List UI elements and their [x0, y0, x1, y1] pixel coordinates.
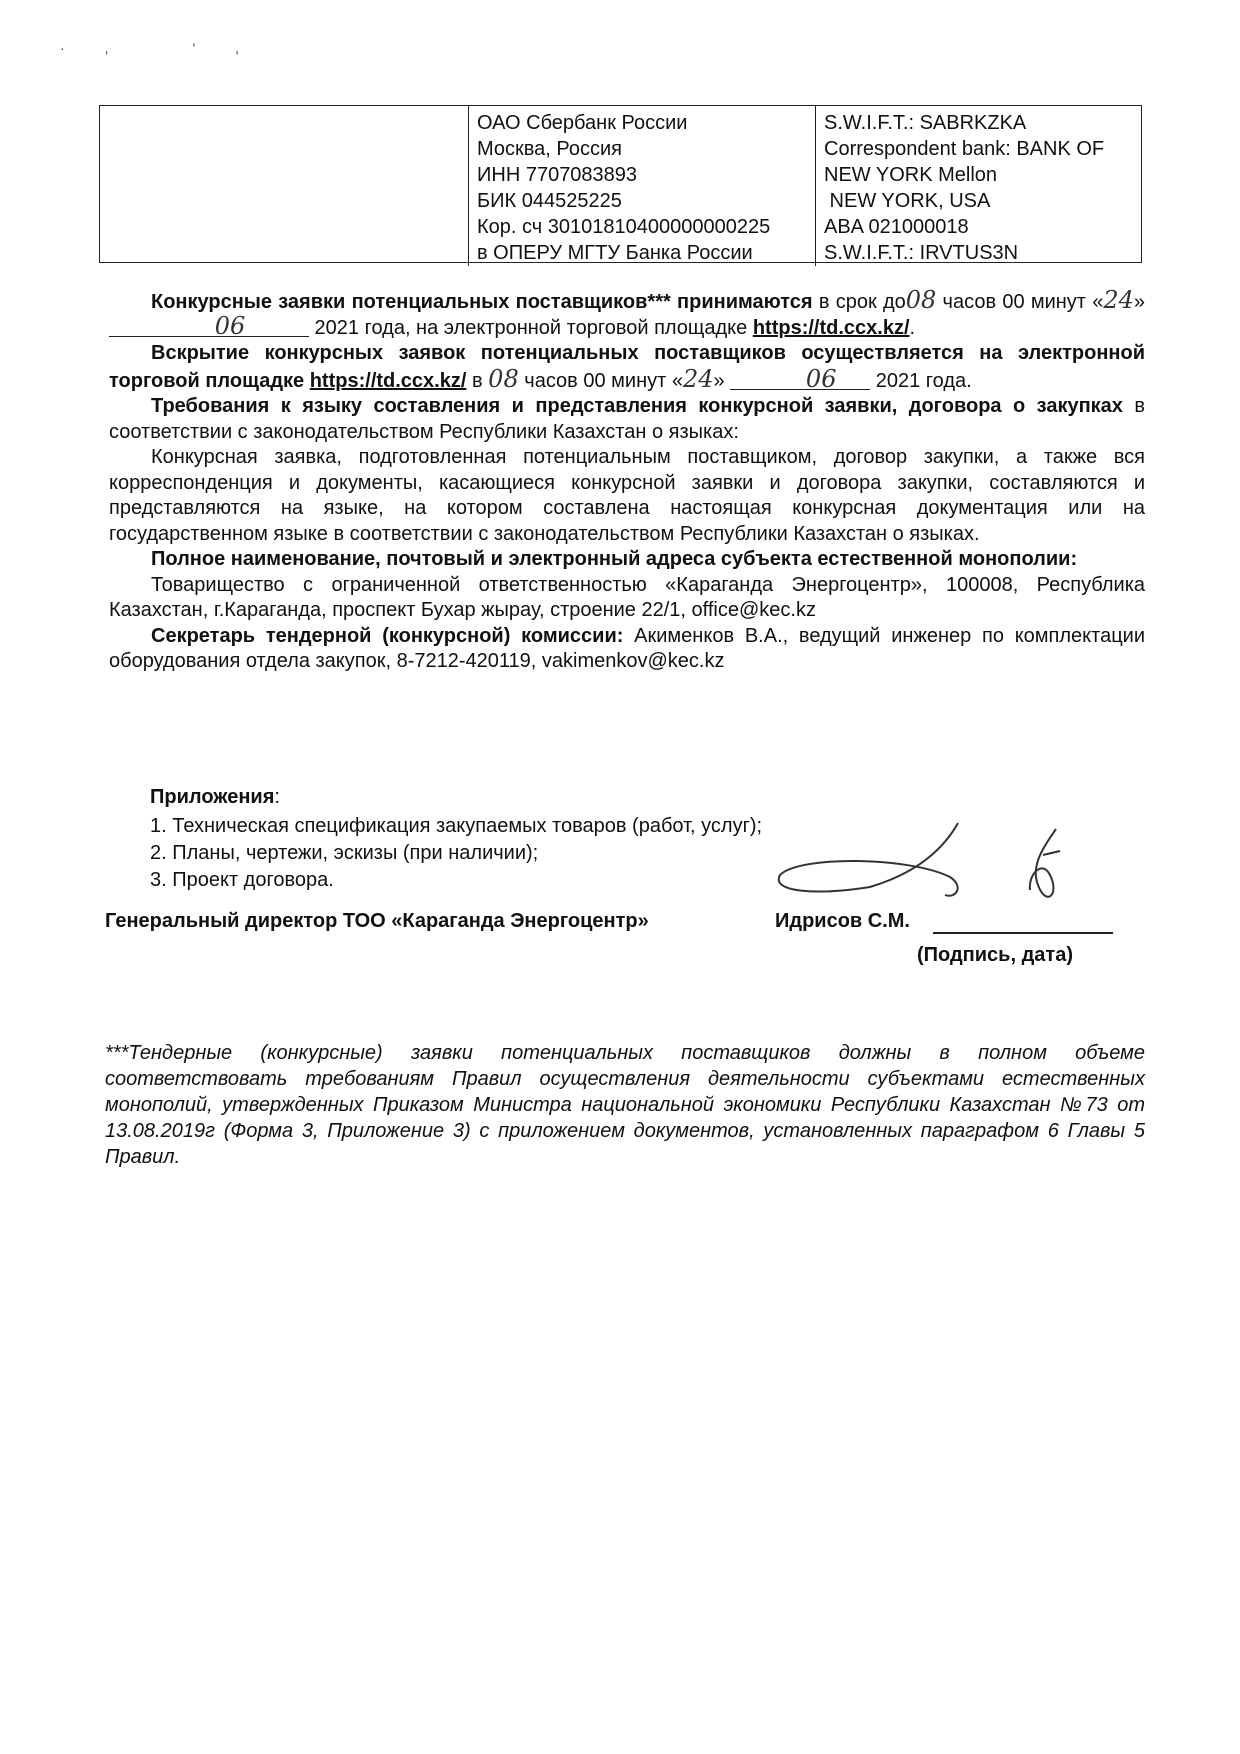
attachments-colon: :	[274, 786, 280, 808]
text: в	[466, 369, 489, 392]
document-body	[109, 288, 1145, 675]
bank-line: Correspondent bank: BANK OF	[824, 138, 1105, 160]
para-opening	[109, 341, 1145, 394]
bank-line: NEW YORK, USA	[824, 190, 991, 212]
signer-name: Идрисов С.М.	[775, 910, 910, 932]
handwritten-signature-icon	[760, 815, 1080, 915]
handwritten-hour: 08	[488, 364, 519, 393]
handwritten-month: 06	[730, 369, 870, 390]
bold-text: Вскрытие конкурсных заявок потенциальных поставщиков осуществляется на электронной торговой площадке	[109, 342, 1145, 392]
bank-col-swift	[815, 106, 1141, 266]
bold-text: Полное наименование, почтовый и электронный адреса субъекта естественной монополии:	[151, 548, 1078, 570]
link-td-ccx[interactable]: https://td.ccx.kz/	[309, 369, 467, 392]
director-title: Генеральный директор ТОО «Караганда Энергоцентр»	[105, 910, 649, 932]
link-td-ccx[interactable]: https://td.ccx.kz/	[752, 316, 910, 339]
attachments-title-text: Приложения	[150, 786, 275, 808]
bank-line: S.W.I.F.T.: SABRKZKA	[824, 112, 1027, 134]
bank-details-table	[99, 105, 1142, 263]
para-secretary	[109, 624, 1145, 675]
text: в соответствии с законодательством Республики Казахстан о языках:	[109, 395, 1145, 443]
handwritten-day: 24	[682, 364, 714, 393]
attachment-item: 3. Проект договора.	[150, 869, 334, 891]
bank-line: БИК 044525225	[477, 190, 622, 212]
bold-text: Требования к языку составления и представления конкурсной заявки, договора о закупках	[151, 395, 1123, 417]
footnote: ***Тендерные (конкурсные) заявки потенциальных поставщиков должны в полном объеме соответствовать требованиям Правил осуществления деятельности субъектами естественных монополий, утвержденных Приказом Министра национальной экономики Республики Казахстан №73 от 13.08.2019г (Форма 3, Приложение 3) с приложением документов, установленных параграфом 6 Главы 5 Правил.	[105, 1042, 1145, 1168]
para-language-details: Конкурсная заявка, подготовленная потенциальным поставщиком, договор закупки, а также вся корреспонденция и документы, касающиеся конкурсной заявки и договора закупки, составляются и представляются на языке, на котором составлена настоящая конкурсная документация или на государственном языке в соответствии с законодательством Республики Казахстан о языках.	[109, 446, 1145, 545]
text: Акименков В.А., ведущий инженер по комплектации оборудования отдела закупок, 8-7212-420119, vakimenkov@kec.kz	[109, 624, 1145, 672]
para-submission-deadline	[109, 288, 1145, 341]
text: »	[713, 369, 731, 392]
text: в срок до	[812, 291, 906, 313]
para-entity-address: Товарищество с ограниченной ответственностью «Караганда Энергоцентр», 100008, Республика Казахстан, г.Караганда, проспект Бухар жырау, строение 22/1, office@kec.kz	[109, 573, 1145, 621]
bank-line: ОАО Сбербанк России	[477, 112, 688, 134]
handwritten-day: 24	[1103, 286, 1134, 314]
bank-col-russian	[468, 106, 815, 266]
bank-line: Кор. сч 30101810400000000225	[477, 216, 771, 238]
bank-line: S.W.I.F.T.: IRVTUS3N	[824, 242, 1019, 264]
handwritten-month: 06	[109, 316, 309, 337]
text: часов 00 минут «	[936, 291, 1104, 313]
bank-line: в ОПЕРУ МГТУ Банка России	[477, 242, 753, 264]
attachment-item: 2. Планы, чертежи, эскизы (при наличии);	[150, 842, 539, 864]
bank-line: ABA 021000018	[824, 216, 969, 238]
attachments-title	[150, 784, 762, 811]
bank-line: ИНН 7707083893	[477, 164, 638, 186]
attachments-list	[150, 784, 762, 894]
text: часов 00 минут «	[518, 369, 683, 392]
text: .	[909, 316, 916, 339]
bank-col-empty	[100, 106, 468, 266]
bold-text: Секретарь тендерной (конкурсной) комиссии:	[151, 624, 624, 647]
handwritten-hour: 08	[905, 286, 937, 314]
text: 2021 года, на электронной торговой площадке	[309, 316, 753, 339]
attachment-item: 1. Техническая спецификация закупаемых товаров (работ, услуг);	[150, 815, 763, 837]
scan-specks: ·, ',	[60, 40, 280, 56]
para-language-requirements	[109, 394, 1145, 445]
signature-caption: (Подпись, дата)	[917, 944, 1073, 966]
para-entity-heading	[109, 547, 1145, 573]
bank-line: Москва, Россия	[477, 138, 622, 160]
bank-line: NEW YORK Mellon	[824, 164, 998, 186]
signature-line	[933, 932, 1113, 934]
text: »	[1133, 291, 1145, 313]
text: 2021 года.	[870, 369, 972, 392]
bold-text: Конкурсные заявки потенциальных поставщиков*** принимаются	[151, 291, 813, 313]
